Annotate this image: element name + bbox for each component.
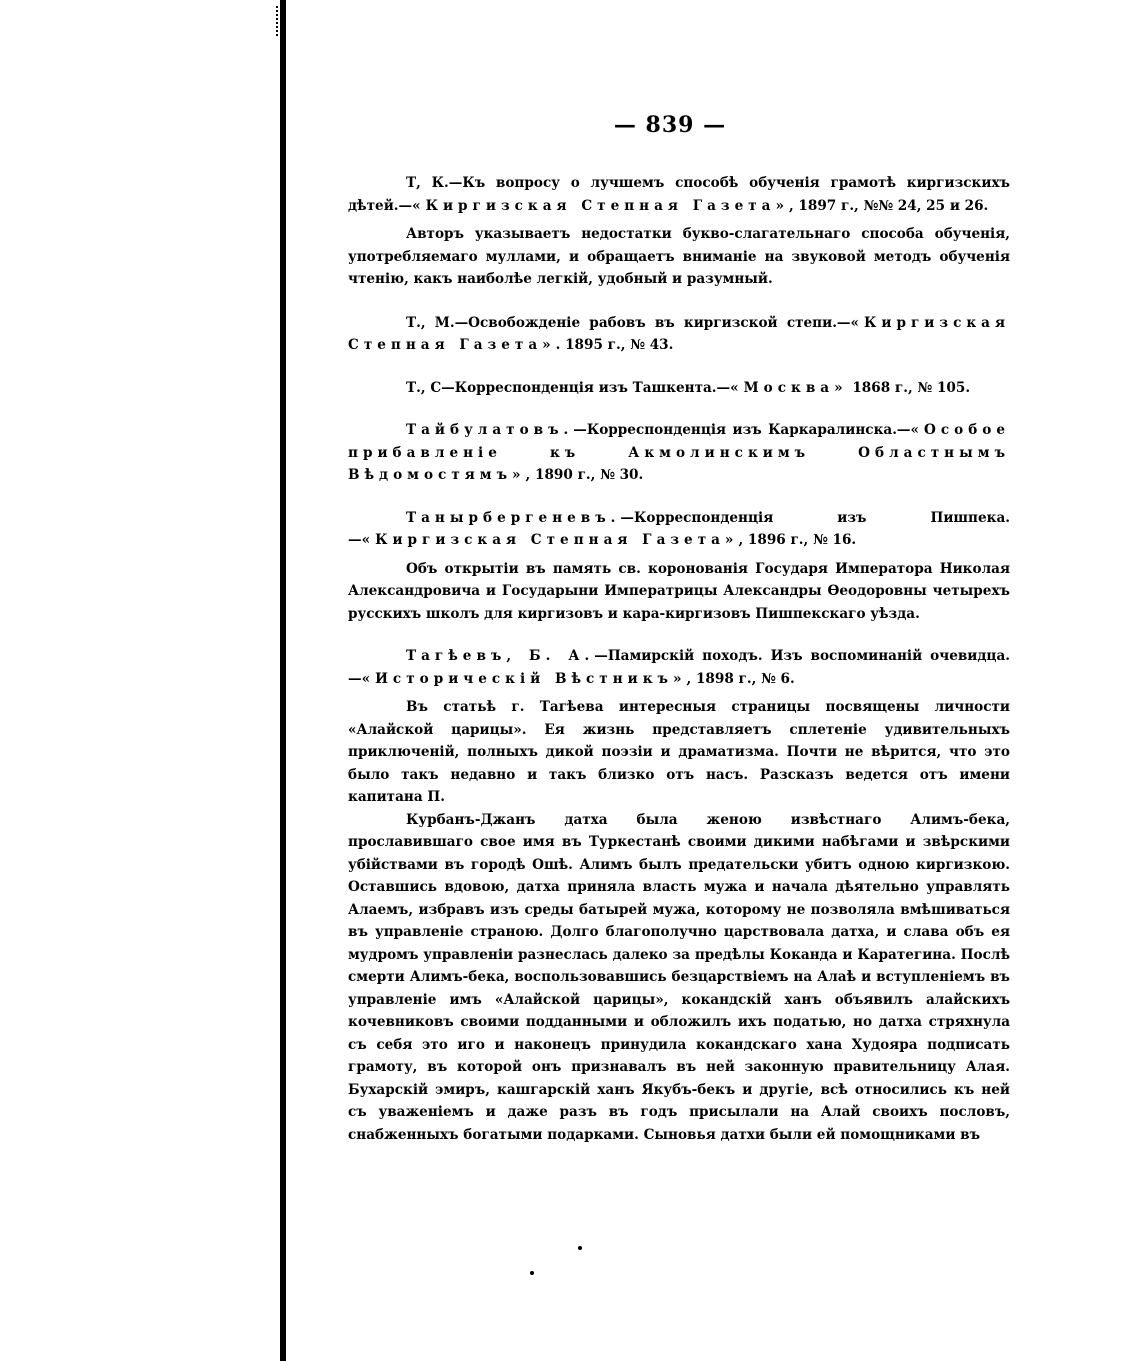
bibliography-content <box>348 172 1010 1146</box>
entry-author: Тагѣевъ, Б. А. <box>406 648 595 664</box>
binding-tick-marks <box>276 6 281 36</box>
entry-title: —Корреспонденція изъ Ташкента.— <box>441 379 731 396</box>
page-binding-edge <box>280 0 286 1361</box>
entry-annotation: Курбанъ-Джанъ датха была женою извѣстнаго Алимъ-бека, прославившаго свое имя въ Туркестанѣ своими дикими набѣгами и звѣрскими убійствами въ городѣ Ошѣ. Алимъ былъ предательски убитъ одною киргизкою. Оставшись вдовою, датха приняла власть мужа и начала дѣятельно управлять Алаемъ, избравъ изъ среды батырей мужа, которому не позволяла вмѣшиваться въ управленіе страною. Долго благополучно царствовала датха, и слава объ ея мудромъ управленіи разнеслась далеко за предѣлы Коканда и Каратегина. Послѣ смерти Алимъ-бека, воспользовавшись безцарствіемъ на Алаѣ и вступленіемъ въ управленіе имъ «Алайской царицы», кокандскій ханъ объявилъ алайскихъ кочевниковъ своими подданными и обложилъ ихъ податью, но датха стряхнула съ себя это иго и наконецъ принудила кокандскаго хана Худояра подписать грамоту, въ которой онъ признавалъ въ ней законную правительницу Алая. Бухарскій эмиръ, кашгарскій ханъ Якубъ-бекъ и другіе, всѣ относились къ ней съ уваженіемъ и даже разъ въ годъ присылали на Алай своихъ пословъ, снабженныхъ богатыми подарками. Сыновья датхи были ей помощниками въ <box>348 811 1010 1143</box>
entry-publication: , 1898 г., № 6. <box>686 670 795 687</box>
entry-publication: , 1896 г., № 16. <box>738 532 857 548</box>
ink-speck <box>578 1246 582 1250</box>
entry-author: Т, К. <box>406 175 449 191</box>
entry-title: —Корреспонденція изъ Каркаралинска.— <box>573 422 911 438</box>
bibliography-entry <box>348 172 1010 291</box>
ink-speck <box>530 1271 534 1275</box>
entry-title: —Освобожденіе рабовъ въ киргизской степи.— <box>454 314 851 331</box>
entry-source: «Киргизская Степная Газета» <box>348 314 1011 353</box>
entry-annotation: Въ статьѣ г. Тагѣева интересныя страницы посвящены личности «Алайской царицы». Ея жизнь представляетъ сплетеніе удивительныхъ приключеній, полныхъ дикой поэзіи и драматизма. Почти не вѣрится, что это было такъ недавно и такъ близко отъ насъ. Разсказъ ведется отъ имени капитана П. <box>348 699 1010 805</box>
entry-author: Т., С <box>406 379 442 396</box>
entry-source: «Киргизская Степная Газета» <box>412 197 789 214</box>
entry-publication: . 1895 г., № 43. <box>555 337 674 353</box>
bibliography-entry <box>348 312 1010 357</box>
entry-title: —Памирскій походъ. Изъ воспоминаній очевидца.— <box>348 648 1011 687</box>
bibliography-entry <box>348 507 1010 626</box>
bibliography-entry <box>348 645 1010 1146</box>
entry-author: Т., М. <box>406 314 455 331</box>
entry-publication: , 1890 г., № 30. <box>525 467 644 483</box>
entry-publication: , 1897 г., №№ 24, 25 и 26. <box>788 197 989 214</box>
page-number: — 839 — <box>613 112 727 138</box>
entry-author: Тайбулатовъ. <box>406 422 574 438</box>
entry-title: —Корреспонденція изъ Пишпека.— <box>348 509 1010 548</box>
entry-source: «Киргизская Степная Газета» <box>361 532 739 548</box>
bibliography-entry <box>348 377 1010 400</box>
entry-source: «Историческій Вѣстникъ» <box>361 670 687 687</box>
entry-source: «Особое прибавленіе къ Акмолинскимъ Областнымъ Вѣдомостямъ» <box>348 422 1010 483</box>
entry-publication: 1868 г., № 105. <box>847 379 971 396</box>
entry-author: Танырбергеневъ. <box>406 509 621 526</box>
bibliography-entry <box>348 419 1010 487</box>
entry-source: «Москва» <box>730 379 848 396</box>
entry-annotation: Объ открытіи въ память св. коронованія Государя Императора Николая Александровича и Государыни Императрицы Александры Өеодоровны четырехъ русскихъ школъ для киргизовъ и кара-киргизовъ Пишпекскаго уѣзда. <box>348 560 1010 622</box>
entry-title: —Къ вопросу о лучшемъ способѣ обученія грамотѣ киргизскихъ дѣтей.— <box>348 175 1010 214</box>
entry-annotation: Авторъ указываетъ недостатки букво-слагательнаго способа обученія, употребляемаго муллами, и обращаетъ вниманіе на звуковой методъ обученія чтенію, какъ наиболѣе легкій, удобный и разумный. <box>348 226 1010 287</box>
